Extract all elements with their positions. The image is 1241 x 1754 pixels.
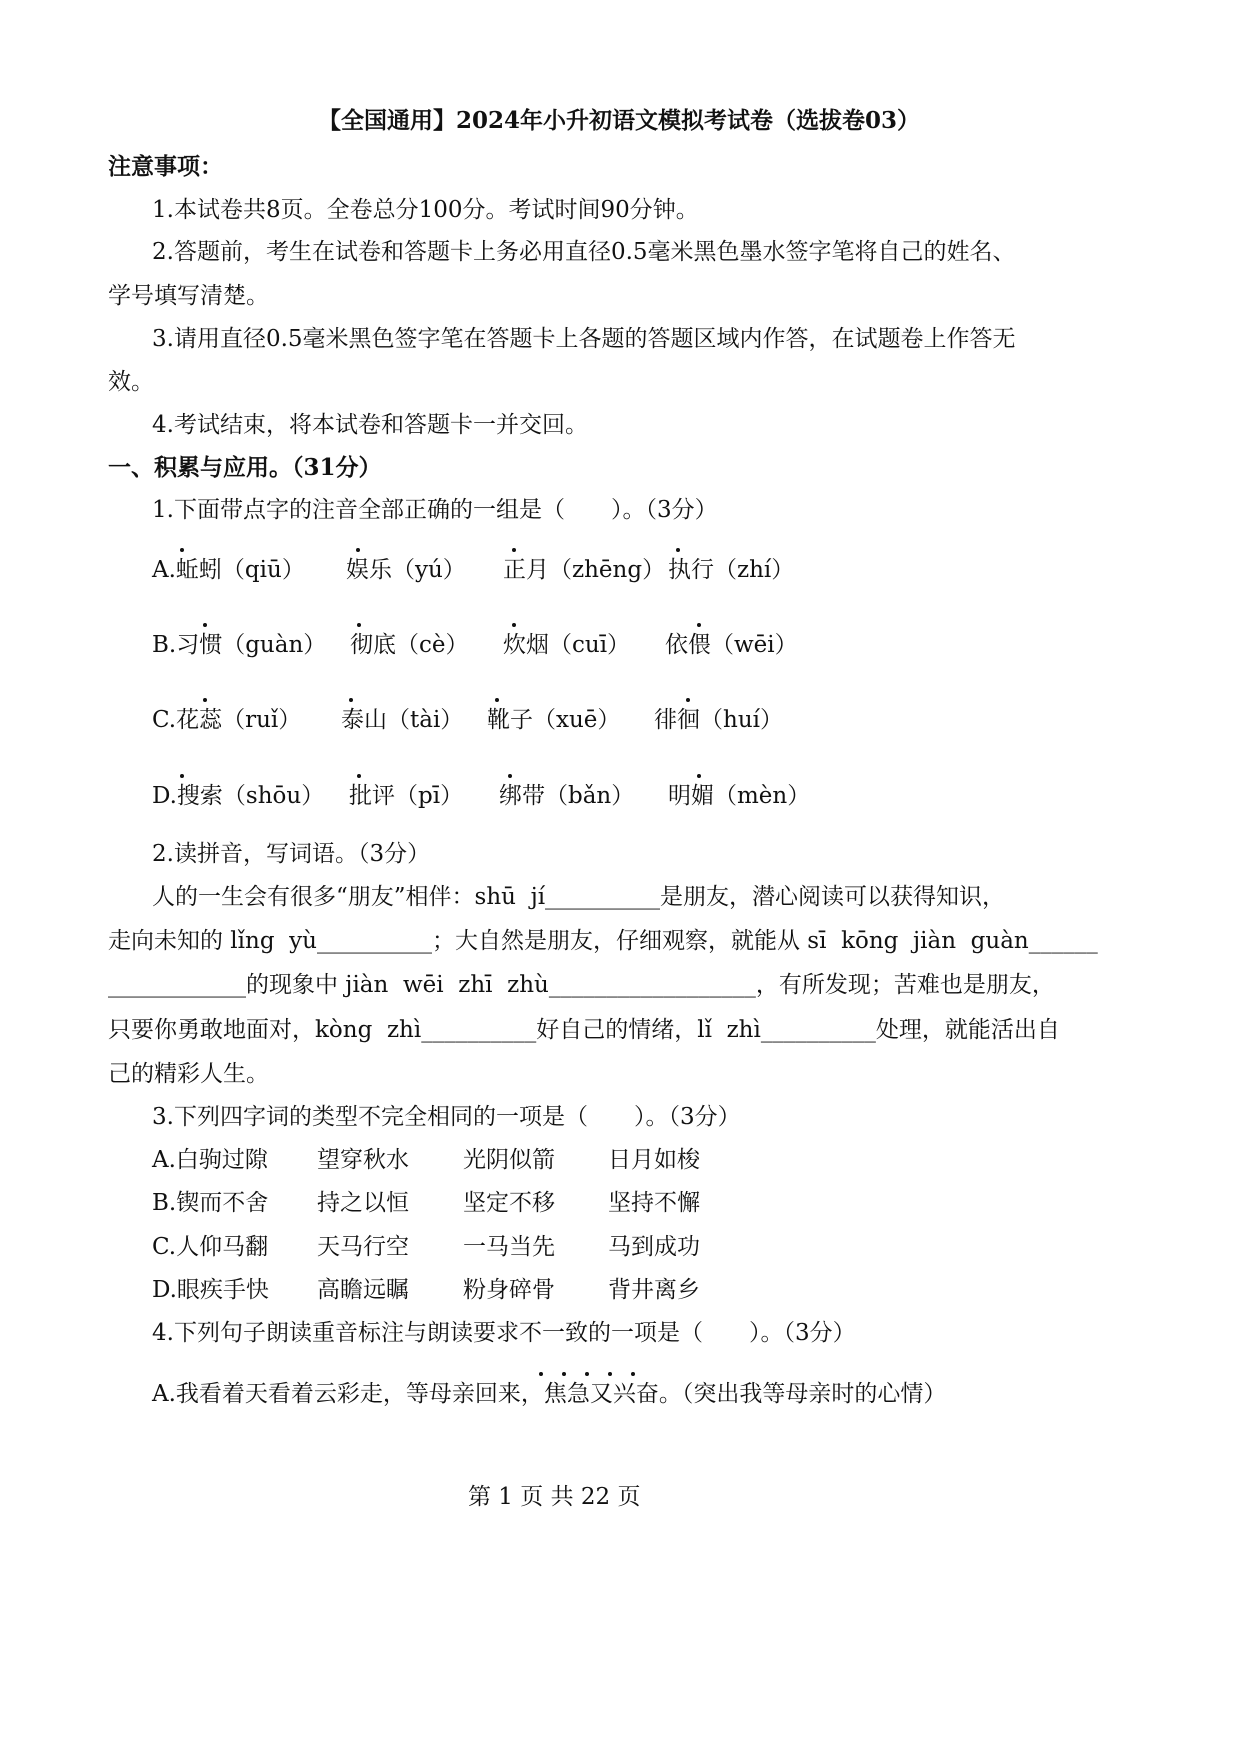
q3-d-4: 背井离乡 [608, 1277, 700, 1303]
q3-b-4: 坚持不懈 [608, 1190, 700, 1216]
q2-line-1: 人的一生会有很多“朋友”相伴：shū jí__________是朋友，潜心阅读可以获得知识， [152, 884, 1006, 910]
emphasis-dot [585, 1372, 589, 1376]
q1-a-3: 正月（zhēng） [503, 557, 666, 583]
q3-d-3: 粉身碎骨 [463, 1277, 555, 1303]
q1-d-2: 批评（pī） [349, 783, 464, 809]
q2-line-2: 走向未知的 lǐng yù__________；大自然是朋友，仔细观察，就能从 sī kōng jiàn guàn______ [108, 928, 1098, 954]
emphasis-dot [495, 698, 499, 702]
emphasis-dot [356, 548, 360, 552]
q3-c-4: 马到成功 [608, 1234, 700, 1260]
emphasis-dot [203, 698, 207, 702]
emphasis-dot [676, 548, 680, 552]
q2-line-5: 己的精彩人生。 [108, 1061, 269, 1087]
q1-c-2: 泰山（tài） [341, 707, 464, 733]
emphasis-dot [180, 548, 184, 552]
q2-line-4: 只要你勇敢地面对，kòng zhì__________好自己的情绪，lǐ zhì__________处理，就能活出自 [108, 1017, 1060, 1043]
q3-a-3: 光阴似箭 [463, 1147, 555, 1173]
emphasis-dot [631, 1372, 635, 1376]
emphasis-dot [686, 698, 690, 702]
q1-d-4: 明媚（mèn） [668, 783, 811, 809]
emphasis-dot [539, 1372, 543, 1376]
q3-d-1: D.眼疾手快 [152, 1277, 269, 1303]
emphasis-dot [357, 623, 361, 627]
page-footer: 第 1 页 共 22 页 [468, 1484, 641, 1510]
q1-b-1: B.习惯（guàn） [152, 632, 327, 658]
q1-a-4: 执行（zhí） [668, 557, 795, 583]
q1-b-2: 彻底（cè） [350, 632, 469, 658]
q3-a-1: A.白驹过隙 [152, 1147, 268, 1173]
emphasis-dot [697, 623, 701, 627]
q3-b-2: 持之以恒 [317, 1190, 409, 1216]
question-3-stem: 3.下列四字词的类型不完全相同的一项是（ ）。（3分） [152, 1104, 741, 1130]
q1-b-4: 依偎（wēi） [665, 632, 798, 658]
q3-c-2: 天马行空 [317, 1234, 409, 1260]
q1-c-3: 靴子（xuē） [487, 707, 621, 733]
emphasis-dot [508, 774, 512, 778]
notice-item-3: 3.请用直径0.5毫米黑色签字笔在答题卡上各题的答题区域内作答，在试题卷上作答无 [152, 326, 1016, 352]
question-1-stem: 1.下面带点字的注音全部正确的一组是（ ）。（3分） [152, 497, 718, 523]
q1-d-1: D.搜索（shōu） [152, 783, 325, 809]
q1-a-2: 娱乐（yú） [346, 557, 466, 583]
q1-a-1: A.蚯蚓（qiū） [152, 557, 305, 583]
q4-option-a: A.我看着天看着云彩走，等母亲回来，焦急又兴奋。（突出我等母亲时的心情） [152, 1381, 947, 1407]
emphasis-dot [203, 623, 207, 627]
notice-item-1: 1.本试卷共8页。全卷总分100分。考试时间90分钟。 [152, 197, 699, 223]
notice-item-4: 4.考试结束，将本试卷和答题卡一并交回。 [152, 412, 588, 438]
emphasis-dot [357, 774, 361, 778]
question-2-stem: 2.读拼音，写词语。（3分） [152, 841, 431, 867]
q1-b-3: 炊烟（cuī） [503, 632, 631, 658]
q3-b-3: 坚定不移 [463, 1190, 555, 1216]
notice-item-2-cont: 学号填写清楚。 [108, 283, 269, 309]
emphasis-dot [697, 774, 701, 778]
q3-c-3: 一马当先 [463, 1234, 555, 1260]
emphasis-dot [608, 1372, 612, 1376]
section-1-heading: 一、积累与应用。（31分） [108, 454, 382, 481]
q3-d-2: 高瞻远瞩 [317, 1277, 409, 1303]
q3-a-4: 日月如梭 [608, 1147, 700, 1173]
notice-heading: 注意事项： [108, 153, 223, 180]
q1-c-1: C.花蕊（ruǐ） [152, 707, 302, 733]
emphasis-dot [512, 623, 516, 627]
question-4-stem: 4.下列句子朗读重音标注与朗读要求不一致的一项是（ ）。（3分） [152, 1320, 856, 1346]
emphasis-dot [349, 698, 353, 702]
emphasis-dot [562, 1372, 566, 1376]
emphasis-dot [512, 548, 516, 552]
q2-line-3: ____________的现象中 jiàn wēi zhī zhù__________________，有所发现；苦难也是朋友， [108, 972, 1055, 998]
q3-c-1: C.人仰马翻 [152, 1234, 269, 1260]
q1-c-4: 徘徊（huí） [654, 707, 783, 733]
q1-d-3: 绑带（bǎn） [499, 783, 635, 809]
q3-a-2: 望穿秋水 [317, 1147, 409, 1173]
emphasis-dot [180, 774, 184, 778]
exam-title: 【全国通用】2024年小升初语文模拟考试卷（选拔卷03） [318, 107, 921, 134]
q3-b-1: B.锲而不舍 [152, 1190, 269, 1216]
notice-item-2: 2.答题前，考生在试卷和答题卡上务必用直径0.5毫米黑色墨水签字笔将自己的姓名、 [152, 239, 1016, 265]
notice-item-3-cont: 效。 [108, 369, 154, 395]
